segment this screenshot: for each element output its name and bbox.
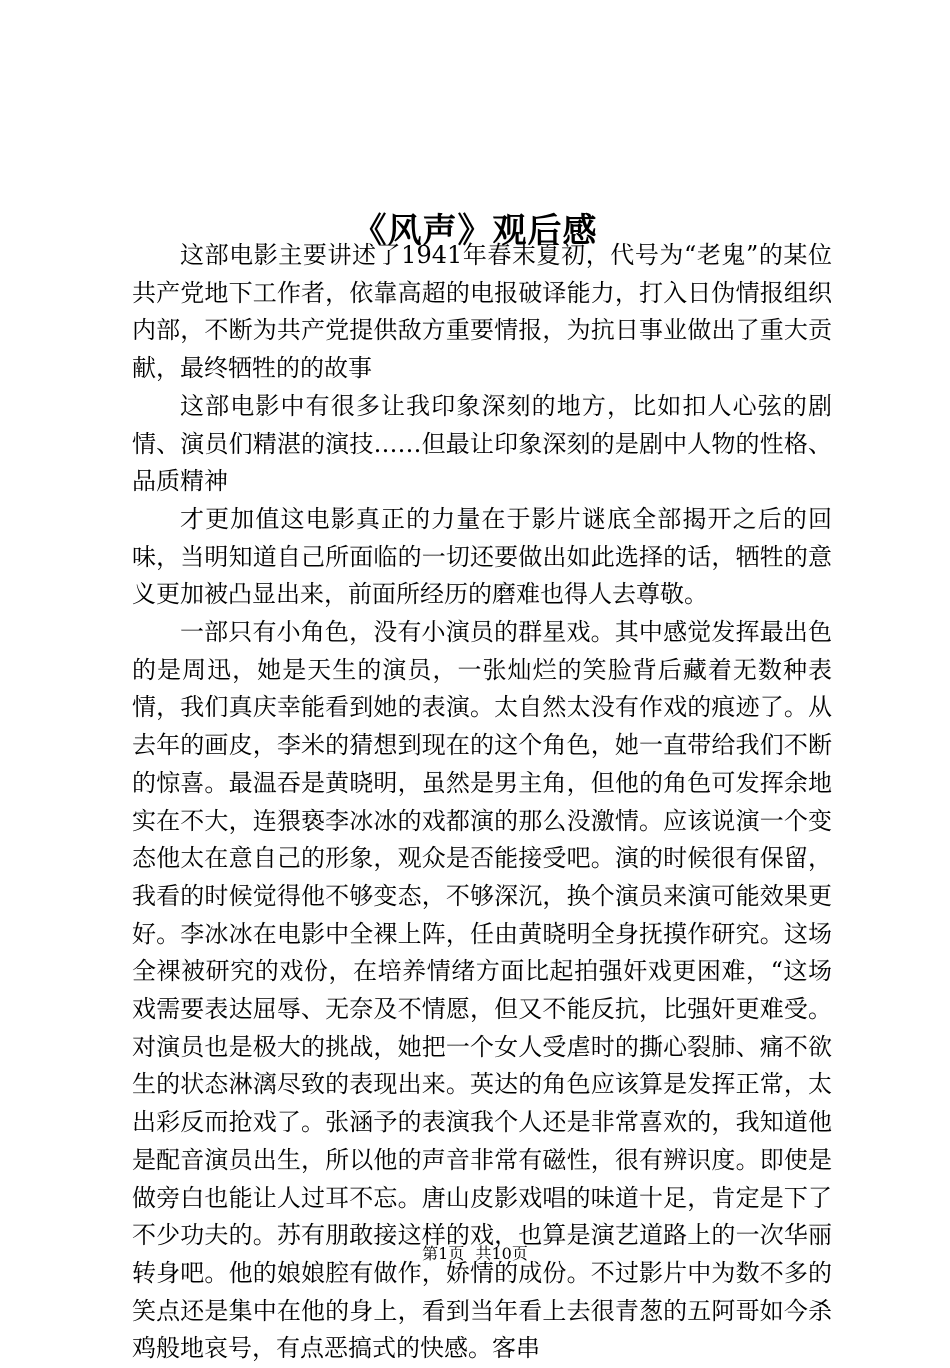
paragraph-3: 才更加值这电影真正的力量在于影片谜底全部揭开之后的回味，当明知道自己所面临的一切还要做出如此选择的话，牺牲的意义更加被凸显出来，前面所经历的磨难也得人去尊敬。 bbox=[132, 504, 832, 609]
paragraph-2: 这部电影中有很多让我印象深刻的地方，比如扣人心弦的剧情、演员们精湛的演技……但最让印象深刻的是剧中人物的性格、品质精神 bbox=[132, 391, 832, 496]
document-body bbox=[132, 237, 832, 1368]
document-title: 《风声》观后感 bbox=[352, 210, 598, 251]
page-number-current: 第1页 bbox=[422, 1244, 465, 1263]
paragraph-4: 一部只有小角色，没有小演员的群星戏。其中感觉发挥最出色的是周迅，她是天生的演员，一张灿烂的笑脸背后藏着无数种表情，我们真庆幸能看到她的表演。太自然太没有作戏的痕迹了。从去年的画皮，李米的猜想到现在的这个角色，她一直带给我们不断的惊喜。最温吞是黄晓明，虽然是男主角，但他的角色可发挥余地实在不大，连猥亵李冰冰的戏都演的那么没激情。应该说演一个变态他太在意自己的形象，观众是否能接受吧。演的时候很有保留，我看的时候觉得他不够变态，不够深沉，换个演员来演可能效果更好。李冰冰在电影中全裸上阵，任由黄晓明全身抚摸作研究。这场全裸被研究的戏份，在培养情绪方面比起拍强奸戏更困难，“这场戏需要表达屈辱、无奈及不情愿，但又不能反抗，比强奸更难受。对演员也是极大的挑战，她把一个女人受虐时的撕心裂肺、痛不欲生的状态淋漓尽致的表现出来。英达的角色应该算是发挥正常，太出彩反而抢戏了。张涵予的表演我个人还是非常喜欢的，我知道他是配音演员出生，所以他的声音非常有磁性，很有辨识度。即使是做旁白也能让人过耳不忘。唐山皮影戏唱的味道十足，肯定是下了不少功夫的。苏有朋敢接这样的戏，也算是演艺道路上的一次华丽转身吧。他的娘娘腔有做作，娇情的成份。不过影片中为数不多的笑点还是集中在他的身上，看到当年看上去很青葱的五阿哥如今杀鸡般地哀号，有点恶搞式的快感。客串 bbox=[132, 618, 832, 1363]
page-footer bbox=[0, 1242, 950, 1266]
page-number-total: 共10页 bbox=[475, 1244, 528, 1263]
paragraph-1: 这部电影主要讲述了1941年春末夏初，代号为“老鬼”的某位共产党地下工作者，依靠高超的电报破译能力，打入日伪情报组织内部，不断为共产党提供敌方重要情报，为抗日事业做出了重大贡献，最终牺牲的的故事 bbox=[132, 241, 832, 383]
